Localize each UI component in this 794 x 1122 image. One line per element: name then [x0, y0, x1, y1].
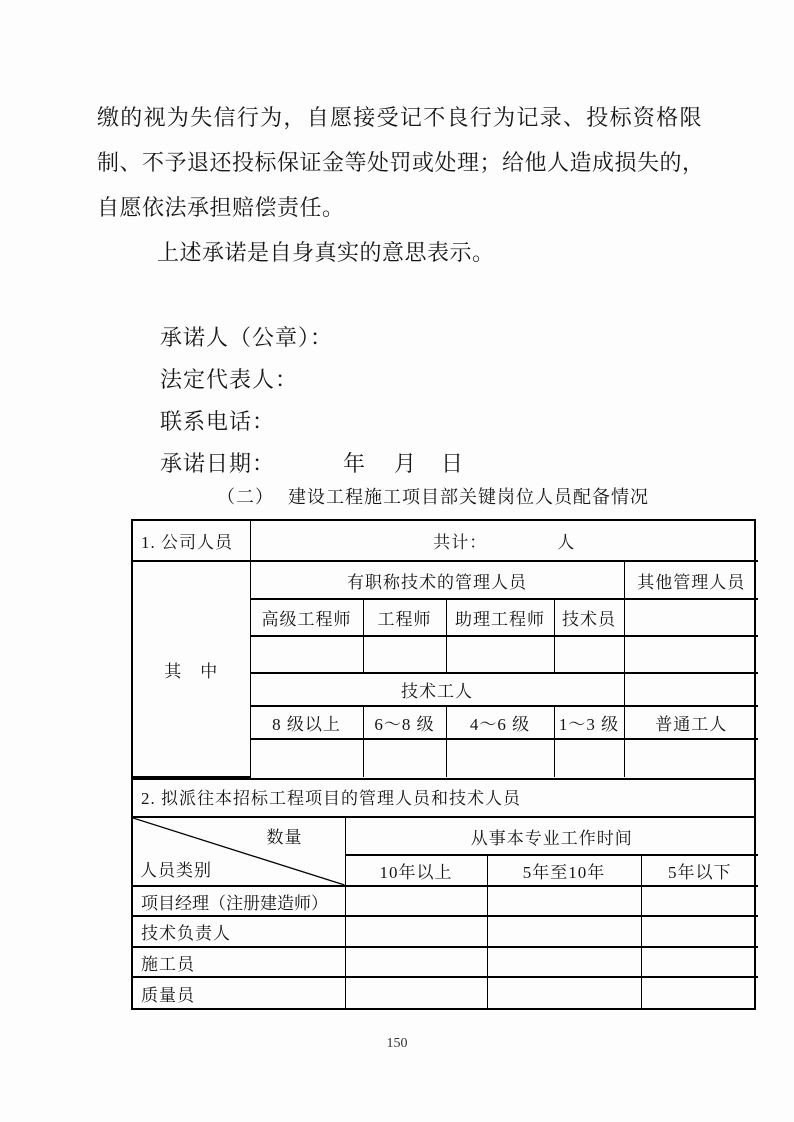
blank-cell	[250, 636, 363, 673]
blank-cell	[487, 977, 641, 1008]
titled-managers-header: 有职称技术的管理人员	[250, 561, 624, 599]
other-managers-header: 其他管理人员	[624, 561, 758, 599]
personnel-category-header: 人员类别	[140, 861, 212, 880]
diagonal-header-cell	[133, 818, 345, 886]
section-title: 建设工程施工项目部关键岗位人员配备情况	[288, 487, 649, 507]
blank-cell	[487, 886, 641, 916]
table-row	[133, 977, 758, 1008]
blank-cell	[345, 977, 487, 1008]
col-header-grade-8-plus: 8 级以上	[250, 706, 363, 739]
blank-cell	[487, 947, 641, 977]
promisor-line: 承诺人（公章）：	[160, 325, 334, 350]
col-header-grade-4-6: 4～6 级	[446, 706, 554, 739]
paragraph-line: 缴的视为失信行为，自愿接受记不良行为记录、投标资格限	[97, 105, 702, 130]
blank-cell	[641, 916, 758, 947]
blank-cell	[345, 886, 487, 916]
section-number: （二）	[217, 487, 274, 507]
quantity-header: 数量	[266, 828, 303, 847]
blank-cell	[641, 886, 758, 916]
company-personnel-label: 1. 公司人员	[133, 521, 250, 561]
total-unit: 人	[557, 533, 576, 552]
blank-cell	[554, 739, 624, 777]
blank-cell	[345, 916, 487, 947]
day-label: 日	[441, 451, 465, 476]
blank-cell	[345, 947, 487, 977]
col-header-engineer: 工程师	[363, 599, 446, 636]
row-label-technical-director: 技术负责人	[133, 916, 345, 947]
col-header-assistant-engineer: 助理工程师	[446, 599, 554, 636]
project-personnel-table	[133, 818, 758, 1008]
among-label-cell: 其 中	[133, 561, 250, 777]
blank-cell	[624, 599, 758, 636]
col-header-under-5-years: 5年以下	[641, 855, 758, 886]
blank-cell	[624, 673, 758, 706]
personnel-table	[131, 519, 756, 1010]
commitment-paragraph	[97, 95, 705, 275]
table-row	[133, 886, 758, 916]
table-row	[133, 818, 758, 855]
col-header-senior-engineer: 高级工程师	[250, 599, 363, 636]
statement-line: 上述承诺是自身真实的意思表示。	[157, 240, 495, 265]
blank-cell	[446, 739, 554, 777]
legal-rep-line: 法定代表人：	[160, 367, 299, 392]
paragraph-line: 制、不予退还投标保证金等处罚或处理；给他人造成损失的，	[97, 150, 705, 175]
blank-cell	[487, 916, 641, 947]
blank-cell	[446, 636, 554, 673]
section-heading	[0, 485, 794, 509]
date-line	[160, 443, 794, 485]
year-label: 年	[343, 451, 367, 476]
total-cell	[250, 521, 758, 561]
col-header-grade-6-8: 6～8 级	[363, 706, 446, 739]
page-number: 150	[386, 1036, 408, 1051]
blank-cell	[624, 636, 758, 673]
skilled-workers-header: 技术工人	[250, 673, 624, 706]
row-label-project-manager: 项目经理（注册建造师）	[133, 886, 345, 916]
row-label-quality-inspector: 质量员	[133, 977, 345, 1008]
row-label-construction-worker: 施工员	[133, 947, 345, 977]
blank-cell	[624, 739, 758, 777]
blank-cell	[250, 739, 363, 777]
blank-cell	[363, 739, 446, 777]
blank-cell	[641, 977, 758, 1008]
signature-block	[160, 317, 794, 485]
blank-cell	[363, 636, 446, 673]
phone-line: 联系电话：	[160, 409, 276, 434]
table-row	[133, 916, 758, 947]
table-row	[133, 561, 758, 599]
paragraph-line: 自愿依法承担赔偿责任。	[97, 195, 345, 220]
date-label: 承诺日期：	[160, 451, 276, 476]
work-time-header: 从事本专业工作时间	[345, 818, 758, 855]
total-label: 共计：	[433, 533, 488, 552]
table-row	[133, 521, 758, 561]
section2-label: 2. 拟派往本招标工程项目的管理人员和技术人员	[133, 778, 754, 818]
month-label: 月	[394, 451, 418, 476]
company-personnel-table	[133, 521, 758, 778]
col-header-technician: 技术员	[554, 599, 624, 636]
blank-cell	[554, 636, 624, 673]
ordinary-worker-header: 普通工人	[624, 706, 758, 739]
col-header-grade-1-3: 1～3 级	[554, 706, 624, 739]
col-header-over-10-years: 10年以上	[345, 855, 487, 886]
table-row	[133, 947, 758, 977]
blank-cell	[641, 947, 758, 977]
col-header-5-to-10-years: 5年至10年	[487, 855, 641, 886]
